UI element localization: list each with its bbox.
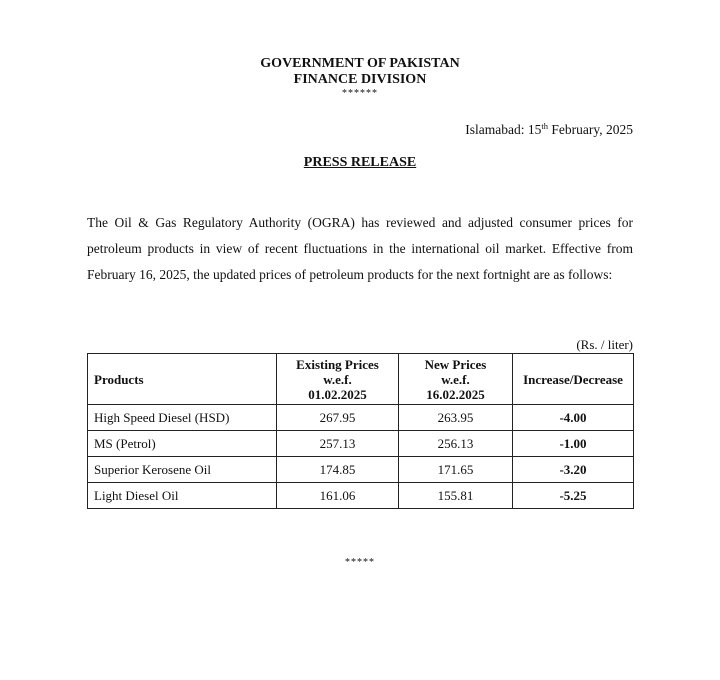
- table-row: [88, 483, 634, 509]
- product-cell: MS (Petrol): [88, 431, 277, 457]
- table-row: [88, 405, 634, 431]
- price-table: [87, 353, 634, 509]
- existing-price-cell: 267.95: [277, 405, 399, 431]
- header-products: Products: [88, 354, 277, 405]
- table-header-row: [88, 354, 634, 405]
- table-row: [88, 431, 634, 457]
- existing-price-cell: 257.13: [277, 431, 399, 457]
- product-cell: Light Diesel Oil: [88, 483, 277, 509]
- division-heading: FINANCE DIVISION: [293, 72, 427, 87]
- header-existing-line2: w.e.f.: [323, 371, 352, 387]
- header-new-line2: w.e.f.: [441, 371, 470, 387]
- header-increase-decrease: Increase/Decrease: [513, 354, 634, 405]
- unit-label: (Rs. / liter): [576, 337, 633, 352]
- new-price-cell: 256.13: [399, 431, 513, 457]
- new-price-cell: 155.81: [399, 483, 513, 509]
- government-heading: GOVERNMENT OF PAKISTAN: [260, 56, 460, 71]
- change-cell: -1.00: [513, 431, 634, 457]
- change-cell: -5.25: [513, 483, 634, 509]
- product-cell: High Speed Diesel (HSD): [88, 405, 277, 431]
- existing-price-cell: 161.06: [277, 483, 399, 509]
- footer-separator: *****: [345, 557, 375, 568]
- header-separator: ******: [342, 88, 378, 99]
- body-paragraph: The Oil & Gas Regulatory Authority (OGRA) has reviewed and adjusted consumer prices for petroleum products in view of recent fluctuations in the international oil market. Effective from February 16, 2025, the updated prices of petroleum products for the next fortnight are as follows:: [87, 215, 633, 282]
- document-title: PRESS RELEASE: [303, 155, 417, 170]
- dateline-prefix: Islamabad: 15: [465, 122, 542, 137]
- existing-price-cell: 174.85: [277, 457, 399, 483]
- dateline-suffix: February, 2025: [548, 122, 633, 137]
- header-existing-line3: 01.02.2025: [308, 386, 367, 402]
- header-new-line1: New Prices: [424, 356, 487, 372]
- change-cell: -4.00: [513, 405, 634, 431]
- new-price-cell: 171.65: [399, 457, 513, 483]
- product-cell: Superior Kerosene Oil: [88, 457, 277, 483]
- new-price-cell: 263.95: [399, 405, 513, 431]
- change-cell: -3.20: [513, 457, 634, 483]
- header-existing-prices: [277, 354, 399, 405]
- table-row: [88, 457, 634, 483]
- header-existing-line1: Existing Prices: [296, 356, 379, 372]
- header-new-prices: [399, 354, 513, 405]
- header-new-line3: 16.02.2025: [426, 386, 485, 402]
- dateline: [465, 121, 633, 139]
- dateline-ordinal: th: [541, 121, 549, 131]
